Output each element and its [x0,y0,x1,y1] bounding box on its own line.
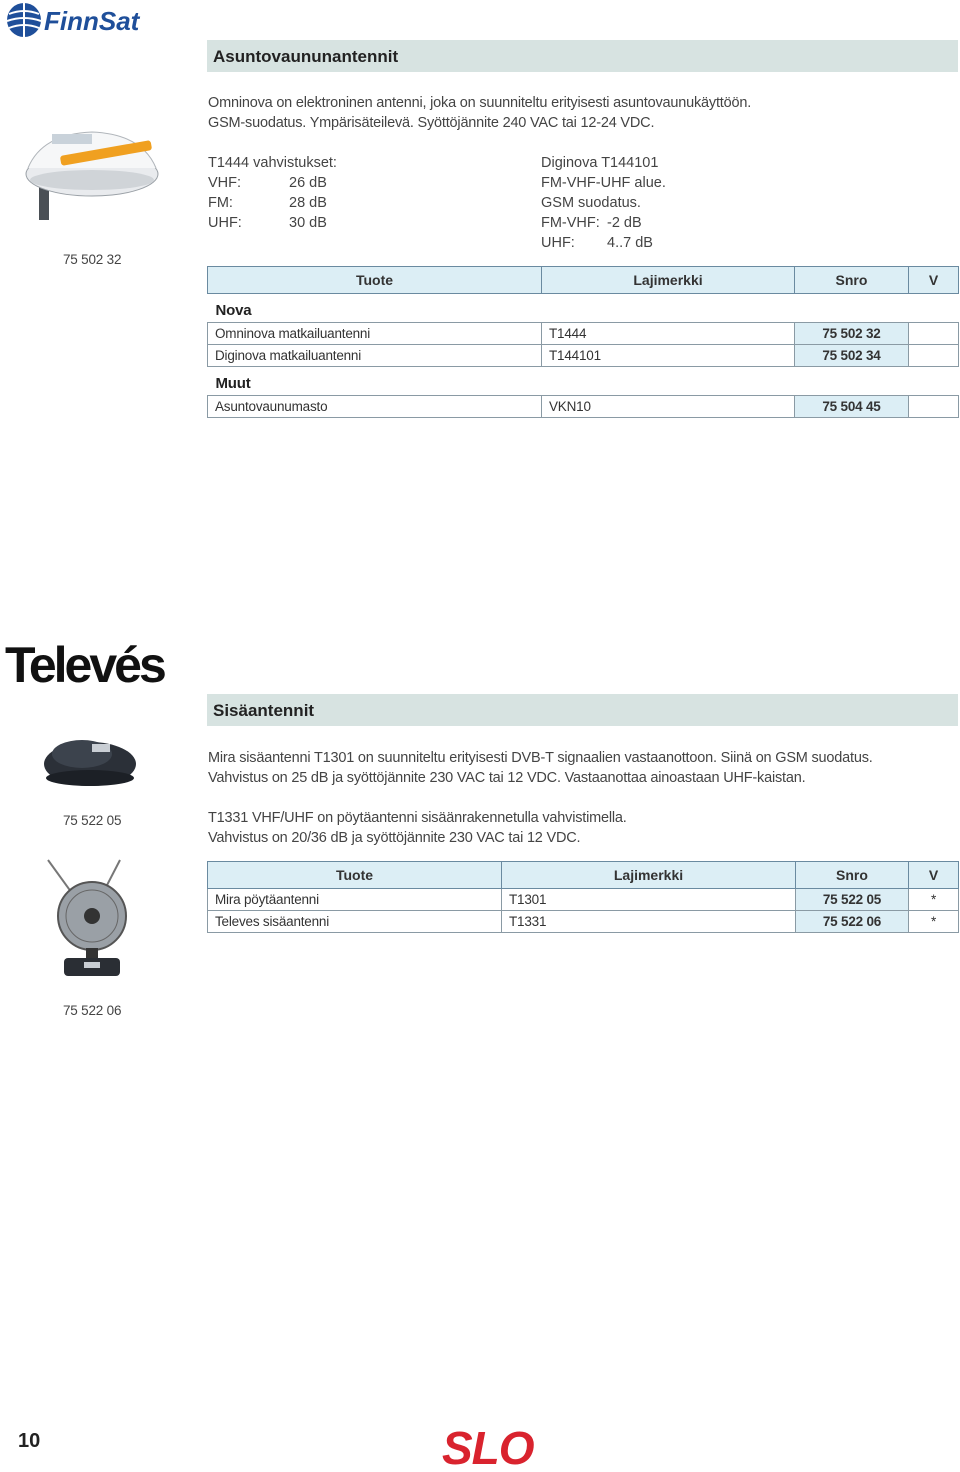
cell-v [909,345,959,367]
page-number: 10 [18,1430,41,1452]
cell-snro: 75 504 45 [795,396,909,418]
cell-lajimerkki: T144101 [542,345,795,367]
product-table [207,861,959,933]
cell-tuote: Omninova matkailuantenni [208,323,542,345]
description-line: T1331 VHF/UHF on pöytäantenni sisäänrakennetulla vahvistimella. [208,810,627,826]
spec-value: 4..7 dB [607,235,653,251]
section-title-caravan-antennas: Asuntovaununantennit [207,40,958,72]
table-row [208,323,959,345]
spec-value: 30 dB [289,215,327,231]
cell-v [909,396,959,418]
cell-v [909,323,959,345]
spec-label: VHF: [208,175,242,191]
omninova-antenna-image [22,128,162,224]
group-label: Muut [215,374,251,392]
column-header-lajimerkki: Lajimerkki [502,862,796,889]
cell-lajimerkki: T1444 [542,323,795,345]
product-code-label: 75 522 06 [63,1003,122,1018]
table-header-row [208,862,959,889]
column-header-lajimerkki: Lajimerkki [542,267,795,294]
column-header-v: V [909,267,959,294]
spec-label: FM: [208,195,233,211]
table-header-row [208,267,959,294]
cell-lajimerkki: VKN10 [542,396,795,418]
product-table [207,266,959,418]
intro-line: Omninova on elektroninen antenni, joka on suunniteltu erityisesti asuntovaunukäyttöön. [208,95,752,111]
cell-tuote: Diginova matkailuantenni [208,345,542,367]
mira-description [208,748,873,788]
indoor-antenna-image [40,858,140,982]
spec-label: FM-VHF: [541,215,600,231]
cell-snro: 75 522 06 [796,911,909,933]
cell-lajimerkki: T1301 [502,889,796,911]
table-group-row [208,367,959,396]
svg-text:FinnSat: FinnSat [44,6,140,36]
svg-text:Televés: Televés [5,637,164,688]
table-row [208,889,959,911]
cell-tuote: Televes sisäantenni [208,911,502,933]
description-line: Mira sisäantenni T1301 on suunniteltu erityisesti DVB-T signaalien vastaanottoon. Siinä on GSM suodatus. [208,750,873,766]
spec-label: UHF: [541,235,575,251]
spec-value: 26 dB [289,175,327,191]
column-header-tuote: Tuote [208,267,542,294]
table-row [208,345,959,367]
table-group-row [208,294,959,323]
column-header-snro: Snro [796,862,909,889]
cell-snro: 75 522 05 [796,889,909,911]
cell-v: * [909,911,959,933]
group-label: Nova [215,301,252,319]
spec-value: 28 dB [289,195,327,211]
spec-value: -2 dB [607,215,642,231]
televes-logo [5,636,180,688]
description-line: Vahvistus on 25 dB ja syöttöjännite 230 VAC tai 12 VDC. Vastaanottaa ainoastaan UHF-kaistan. [208,770,806,786]
cell-tuote: Mira pöytäantenni [208,889,502,911]
slo-logo [440,1424,565,1468]
cell-lajimerkki: T1331 [502,911,796,933]
cell-snro: 75 502 32 [795,323,909,345]
section-title-indoor-antennas: Sisäantennit [207,694,958,726]
cell-tuote: Asuntovaunumasto [208,396,542,418]
product-code-label: 75 522 05 [63,813,122,828]
spec-line: GSM suodatus. [541,195,641,211]
intro-paragraph [208,93,751,133]
intro-line: GSM-suodatus. Ympärisäteilevä. Syöttöjännite 240 VAC tai 12-24 VDC. [208,115,655,131]
mira-antenna-image [42,730,138,790]
cell-snro: 75 502 34 [795,345,909,367]
table-row [208,911,959,933]
column-header-v: V [909,862,959,889]
spec-line: FM-VHF-UHF alue. [541,175,666,191]
column-header-tuote: Tuote [208,862,502,889]
cell-v: * [909,889,959,911]
spec-label: UHF: [208,215,242,231]
spec-heading: Diginova T144101 [541,155,659,171]
column-header-snro: Snro [795,267,909,294]
svg-text:SLO: SLO [442,1424,534,1468]
spec-heading: T1444 vahvistukset: [208,155,337,171]
description-line: Vahvistus on 20/36 dB ja syöttöjännite 230 VAC tai 12 VDC. [208,830,581,846]
product-code-label: 75 502 32 [63,252,122,267]
table-row [208,396,959,418]
finnsat-logo [4,0,179,42]
t1331-description [208,808,627,848]
